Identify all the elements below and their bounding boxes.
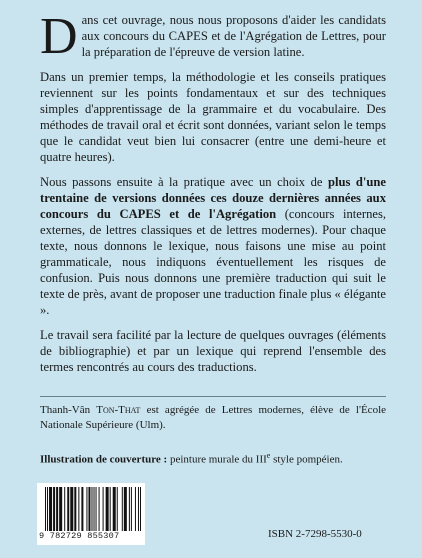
paragraph-intro [40,8,386,65]
drop-cap: D [40,8,78,65]
barcode-bar [129,487,130,531]
barcode-bar [140,487,141,531]
barcode-bar [47,487,48,531]
barcode-bar [110,487,111,531]
paragraph-methodology: Dans un premier temps, la méthodologie et les conseils pratiques reviennent sur les points fondamentaux et sur des techniques simples d'apprentissage de la grammaire et du vocabulaire. Des méthodes de travail oral et écrit sont données, variant selon le temps que le candidat veut bien lui consacrer (entre une demi-heure et quatre heures). [40,70,386,164]
cover-credit-superscript: e [266,451,271,460]
barcode-bars [45,487,141,531]
barcode-bar [70,487,73,531]
barcode-bar [49,487,52,531]
author-description: est agrégée de Lettres modernes, élève de l'École Nationale Supérieure (Ulm). [40,404,387,431]
barcode-bar [131,487,132,531]
divider [40,396,386,397]
barcode-bar [138,487,139,531]
barcode-svg [45,487,141,531]
barcode [37,483,145,545]
barcode-bar [88,487,90,531]
barcode-bar [106,487,109,531]
cover-credit-label: Illustration de couverture : [40,453,168,466]
barcode-bar [45,487,46,531]
barcode-bar [81,487,83,531]
cover-credit-text-end: style pompéien. [270,453,343,466]
barcode-bar [56,487,58,531]
author-first-name: Thanh-Vân [40,404,97,416]
barcode-bar [94,487,95,531]
paragraph-practice [40,174,386,318]
intro-text: ans cet ouvrage, nous nous proposons d'aider les candidats aux concours du CAPES et de l'Agrégation de Lettres, pour la préparation de l'épreuve de version latine. [81,13,386,59]
author-last-name: Ton-That [96,404,141,416]
barcode-bar [78,487,79,531]
barcode-bar [103,487,104,531]
barcode-bar [67,487,69,531]
barcode-bar [53,487,55,531]
practice-text-end: (concours internes, externes, de lettres classiques et de lettres modernes). Pour chaque texte, nous donnons le lexique, nous faisons une mise au point grammaticale, nous indiquons éventuellement les risques de confusion. Puis nous donnons une première traduction qui suit le texte de près, avant de proposer une traduction finale plus « élégante ». [40,207,387,317]
blurb-text [40,8,387,384]
barcode-bar [74,487,76,531]
practice-text-bold: plus d'une trentaine de versions données ces douze dernières années aux concours du CAPES et de l'Agrégation [40,175,386,221]
barcode-bar [113,487,116,531]
author-bio [40,403,386,433]
barcode-number: 9 782729 855307 [39,531,120,541]
practice-text-start: Nous passons ensuite à la pratique avec un choix de [40,175,328,189]
barcode-bar [86,487,87,531]
barcode-bar [122,487,123,531]
barcode-bar [117,487,118,531]
barcode-bar [99,487,100,531]
barcode-bar [91,487,92,531]
cover-credit-text: peinture murale du III [167,453,267,466]
barcode-bar [59,487,62,531]
paragraph-resources: Le travail sera facilité par la lecture de quelques ouvrages (éléments de bibliographie) et par un lexique qui reprend l'ensemble des termes rencontrés au cours des traductions. [40,328,386,374]
barcode-bar [124,487,127,531]
barcode-bar [96,487,97,531]
isbn-number: ISBN 2-7298-5530-0 [268,528,362,540]
barcode-bar [135,487,136,531]
barcode-bar [64,487,65,531]
cover-credit [40,448,386,468]
